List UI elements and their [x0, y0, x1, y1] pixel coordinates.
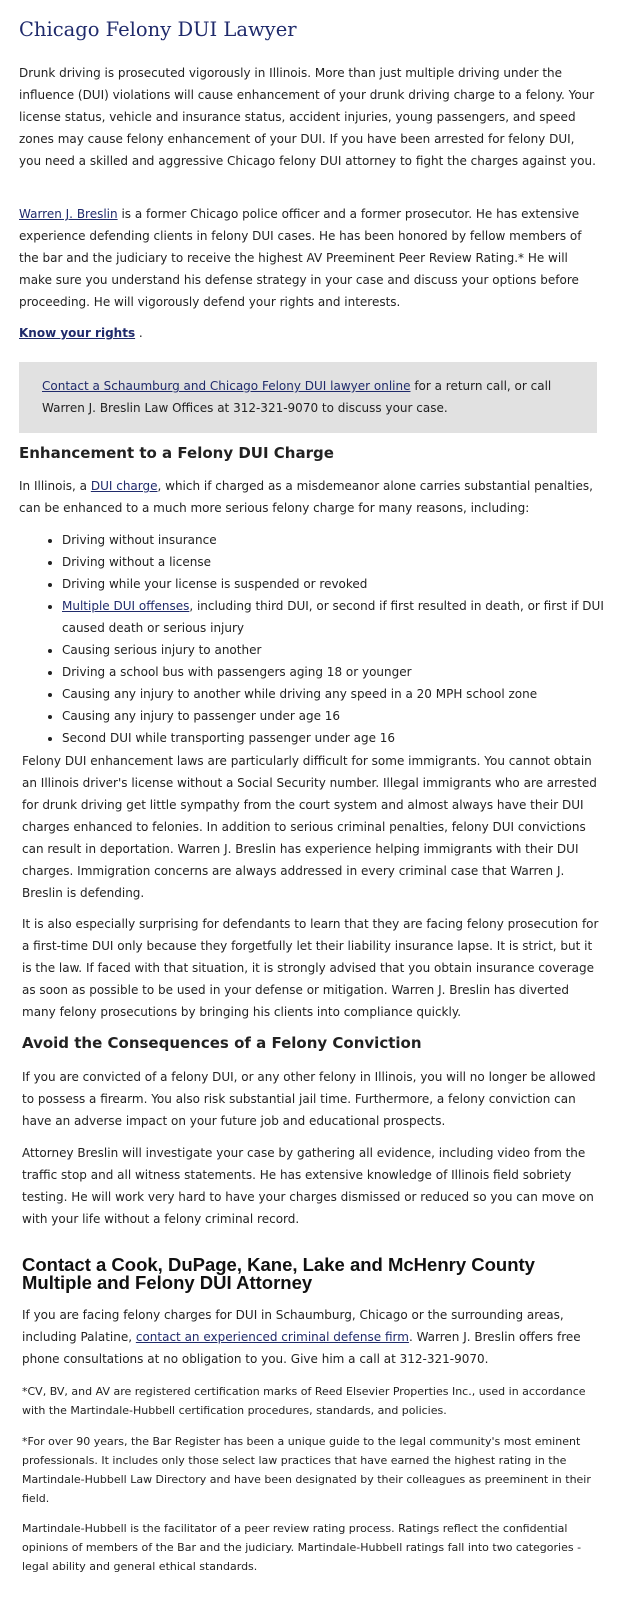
about-text: is a former Chicago police officer and a former prosecutor. He has extensive experience defending clients in felony DUI cases. He has been honored by fellow members of the bar and the judiciary to receive the highest AV Preeminent Peer Review Rating.* He will make sure you understand his defense strategy in your case and discuss your options before proceeding. He will vigorously defend your rights and interests.	[19, 207, 582, 309]
contact-after: . Warren J. Breslin offers free phone consultations at no obligation to you. Give him a call at 312-321-9070.	[22, 1330, 581, 1366]
list-item: • Driving without a license	[62, 551, 604, 573]
know-rights-suffix: .	[135, 326, 143, 340]
about-paragraph	[19, 203, 599, 313]
dui-charge-link[interactable]: DUI charge	[90, 479, 158, 493]
enhancement-reasons-list	[44, 529, 604, 749]
list-item: • Causing any injury to passenger under age 16	[62, 705, 604, 727]
footnote-martindale: Martindale-Hubbell is the facilitator of a peer review rating process. Ratings reflect the confidential opinions of members of the Bar and the judiciary. Martindale-Hubbell ratings fall into two categories - legal ability and general ethical standards.	[22, 1522, 582, 1573]
list-item: • Causing serious injury to another	[62, 639, 604, 661]
footnote-certification: *CV, BV, and AV are registered certification marks of Reed Elsevier Properties Inc., used in accordance with the Martindale-Hubbell certification procedures, standards, and policies.	[22, 1385, 586, 1417]
contact-before: If you are facing felony charges for DUI in Schaumburg, Chicago or the surrounding areas, including Palatine,	[22, 1308, 564, 1344]
lead-after: , which if charged as a misdemeanor alone carries substantial penalties, can be enhanced to a much more serious felony charge for many reasons, including:	[19, 479, 593, 515]
criminal-defense-firm-link[interactable]: contact an experienced criminal defense firm	[135, 1330, 409, 1344]
section-heading-enhancement: Enhancement to a Felony DUI Charge	[19, 444, 334, 462]
intro-paragraph: Drunk driving is prosecuted vigorously in Illinois. More than just multiple driving under the influence (DUI) violations will cause enhancement of your drunk driving charge to a felony. Your license status, vehicle and insurance status, accident injuries, young passengers, and speed zones may cause felony enhancement of your DUI. If you have been arrested for felony DUI, you need a skilled and aggressive Chicago felony DUI attorney to fight the charges against you.	[19, 66, 596, 168]
list-item: • Driving while your license is suspended or revoked	[62, 573, 604, 595]
contact-callout-rest: for a return call, or call Warren J. Breslin Law Offices at 312-321-9070 to discuss your case.	[42, 379, 552, 415]
enhancement-lead-paragraph	[19, 475, 599, 519]
footnote-bar-register: *For over 90 years, the Bar Register has been a unique guide to the legal community's most eminent professionals. It includes only those select law practices that have earned the highest rating in the Martindale-Hubbell Law Directory and have been designated by their colleagues as preeminent in their field.	[22, 1435, 591, 1505]
list-item	[62, 595, 604, 639]
immigrants-paragraph: Felony DUI enhancement laws are particularly difficult for some immigrants. You cannot obtain an Illinois driver's license without a Social Security number. Illegal immigrants who are arrested for drunk driving get little sympathy from the court system and almost always have their DUI charges enhanced to felonies. In addition to serious criminal penalties, felony DUI convictions can result in deportation. Warren J. Breslin has experience helping immigrants with their DUI charges. Immigration concerns are always addressed in every criminal case that Warren J. Breslin is defending.	[22, 754, 597, 900]
know-your-rights-link[interactable]: Know your rights	[19, 326, 136, 340]
page-title: Chicago Felony DUI Lawyer	[19, 18, 297, 41]
list-item: • Causing any injury to another while driving any speed in a 20 MPH school zone	[62, 683, 604, 705]
consequences-paragraph-1: If you are convicted of a felony DUI, or any other felony in Illinois, you will no longer be allowed to possess a firearm. You also risk substantial jail time. Furthermore, a felony conviction can have an adverse impact on your future job and educational prospects.	[22, 1070, 596, 1128]
multiple-dui-text: , including third DUI, or second if first resulted in death, or first if DUI caused death or serious injury	[62, 599, 604, 635]
know-rights-line	[19, 322, 599, 344]
consequences-paragraph-2: Attorney Breslin will investigate your case by gathering all evidence, including video from the traffic stop and all witness statements. He has extensive knowledge of Illinois field sobriety testing. He will work very hard to have your charges dismissed or reduced so you can move on with your life without a felony criminal record.	[22, 1146, 594, 1226]
contact-lawyer-online-link[interactable]: Contact a Schaumburg and Chicago Felony DUI lawyer online	[42, 379, 411, 393]
section-heading-contact: Contact a Cook, DuPage, Kane, Lake and McHenry County Multiple and Felony DUI Attorney	[22, 1254, 535, 1293]
contact-paragraph	[22, 1304, 602, 1370]
multiple-dui-offenses-link[interactable]: Multiple DUI offenses	[62, 599, 190, 613]
attorney-name-link[interactable]: Warren J. Breslin	[19, 207, 118, 221]
list-item: • Driving without insurance	[62, 529, 604, 551]
contact-callout-text	[42, 375, 582, 419]
insurance-paragraph: It is also especially surprising for defendants to learn that they are facing felony prosecution for a first-time DUI only because they forgetfully let their liability insurance lapse. It is strict, but it is the law. If faced with that situation, it is strongly advised that you obtain insurance coverage as soon as possible to be used in your defense or mitigation. Warren J. Breslin has diverted many felony prosecutions by bringing his clients into compliance quickly.	[22, 917, 599, 1019]
list-item: • Second DUI while transporting passenger under age 16	[62, 727, 604, 749]
contact-callout-box	[19, 362, 597, 433]
list-item: • Driving a school bus with passengers aging 18 or younger	[62, 661, 604, 683]
lead-before: In Illinois, a	[19, 479, 91, 493]
section-heading-consequences: Avoid the Consequences of a Felony Conviction	[22, 1034, 422, 1052]
